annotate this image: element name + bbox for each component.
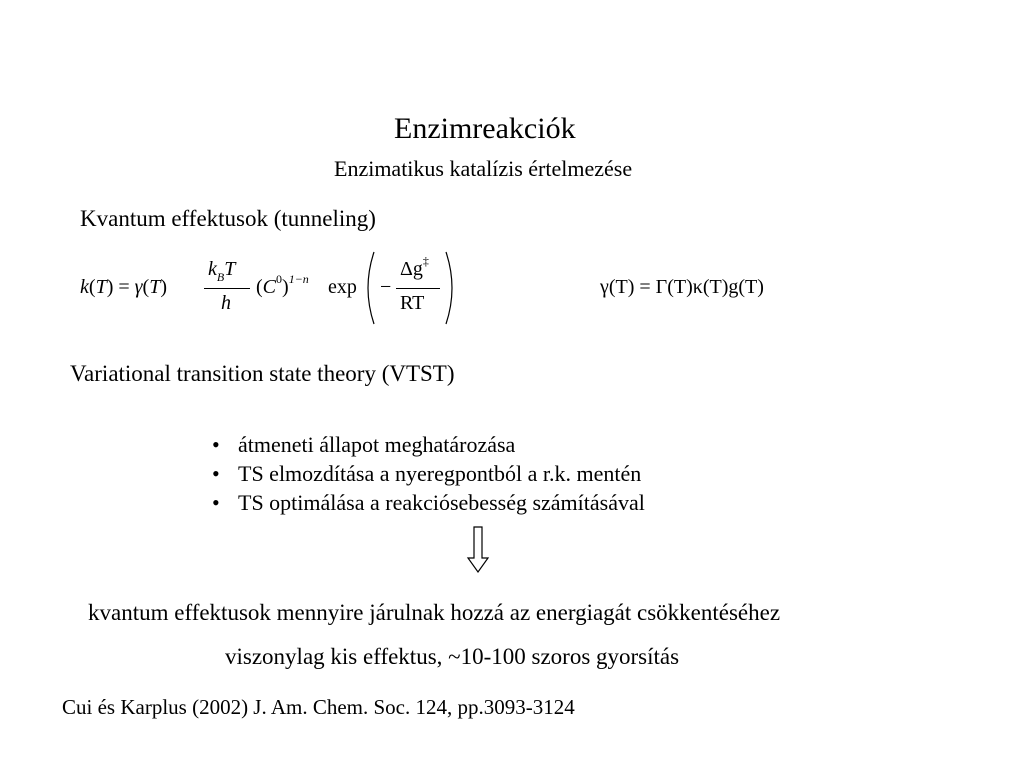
slide-title: Enzimreakciók: [394, 112, 576, 145]
fraction-line-kbt: [204, 288, 250, 289]
concentration-term: $(C^0)^{1-n}$: [256, 272, 309, 298]
conclusion-line-1: kvantum effektusok mennyire járulnak hozzá az energiagát csökkentéséhez: [88, 600, 781, 625]
rate-constant-formula: [80, 248, 460, 328]
fraction-kbt-numerator: $k_BT$: [208, 258, 236, 284]
minus-sign: −: [380, 276, 392, 298]
down-arrow-icon: [466, 526, 490, 574]
vtst-bullet-list: [212, 430, 645, 517]
list-item: • átmeneti állapot meghatározása: [212, 430, 645, 459]
reference-citation: Cui és Karplus (2002) J. Am. Chem. Soc. 124, pp.3093-3124: [62, 695, 575, 719]
list-item: • TS optimálása a reakciósebesség számításával: [212, 488, 645, 517]
conclusion-line-2: viszonylag kis effektus, ~10-100 szoros gyorsítás: [225, 644, 680, 669]
gamma-decomposition-formula: γ(T) = Γ(T)κ(T)g(T): [600, 276, 764, 298]
fraction-dg-numerator: Δg‡: [400, 254, 429, 280]
section-heading-quantum: Kvantum effektusok (tunneling): [80, 206, 376, 231]
list-item: • TS elmozdítása a nyeregpontból a r.k. mentén: [212, 459, 645, 488]
fraction-dg-denominator: RT: [400, 292, 425, 314]
fraction-kbt-denominator: h: [221, 292, 231, 314]
fraction-line-dg: [396, 288, 440, 289]
formula-lhs: k(T) = γ(T): [80, 276, 167, 298]
exp-function: exp: [328, 276, 357, 298]
slide-subtitle: Enzimatikus katalízis értelmezése: [334, 156, 633, 181]
section-heading-vtst: Variational transition state theory (VTST): [70, 361, 455, 386]
